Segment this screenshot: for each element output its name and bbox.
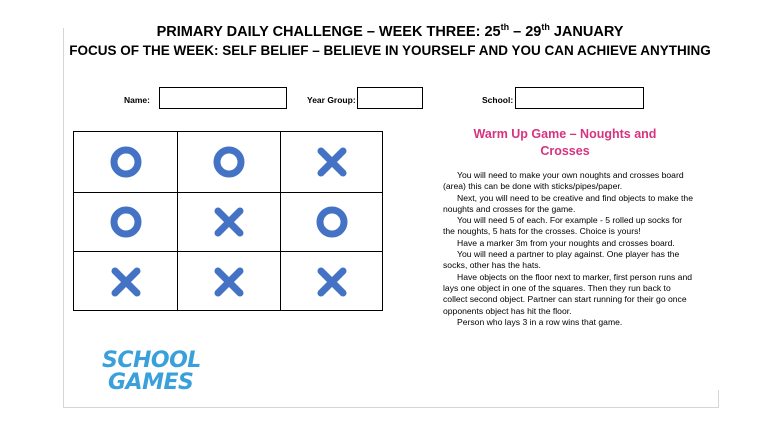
board-cell xyxy=(177,192,280,252)
nought-icon xyxy=(209,142,249,182)
game-title: Warm Up Game – Noughts and Crosses xyxy=(473,127,657,158)
cross-icon xyxy=(209,202,249,242)
school-label: School: xyxy=(482,95,514,105)
board-cell xyxy=(177,132,280,192)
year-group-field[interactable] xyxy=(357,87,423,109)
title-sup-1: th xyxy=(500,22,510,32)
title-text-mid: – 29 xyxy=(509,23,542,40)
page-border-right xyxy=(718,390,719,408)
cross-icon xyxy=(312,142,352,182)
board-cell xyxy=(280,192,383,252)
cross-icon xyxy=(312,262,352,302)
focus-of-week: FOCUS OF THE WEEK: SELF BELIEF – BELIEVE IN YOURSELF AND YOU CAN ACHIEVE ANYTHING xyxy=(69,43,711,58)
board-cell xyxy=(280,252,383,312)
instruction-paragraph: You will need 5 of each. For example - 5 rolled up socks for the noughts, 5 hats for the crosses. Choice is yours! xyxy=(443,215,683,237)
title-text-end: JANUARY xyxy=(549,23,624,40)
nought-icon xyxy=(106,142,146,182)
school-field[interactable] xyxy=(515,87,644,109)
board-cell xyxy=(74,132,177,192)
game-instructions xyxy=(443,170,693,328)
board-cell xyxy=(177,252,280,312)
board-cell xyxy=(280,132,383,192)
instruction-paragraph: Next, you will need to be creative and find objects to make the noughts and crosses for the game. xyxy=(443,192,693,214)
instruction-paragraph: Person who lays 3 in a row wins that game. xyxy=(457,316,623,327)
instruction-paragraph: You will need to make your own noughts and crosses board (area) this can be done with sticks/pipes/paper. xyxy=(443,170,684,192)
nought-icon xyxy=(312,202,352,242)
instruction-paragraph: Have objects on the floor next to marker, first person runs and lays one object in one of the squares. Then they run back to collect second object. Partner can start running for their go once opponents object has hit the floor. xyxy=(443,271,693,316)
cross-icon xyxy=(209,262,249,302)
name-label: Name: xyxy=(124,95,150,105)
page-border-left xyxy=(63,28,64,408)
logo-line-games: GAMES xyxy=(108,370,194,395)
nought-icon xyxy=(106,202,146,242)
page-border-bottom xyxy=(63,407,719,408)
page-title xyxy=(0,22,780,40)
name-field[interactable] xyxy=(159,87,287,109)
year-group-label: Year Group: xyxy=(307,95,356,105)
instruction-paragraph: You will need a partner to play against. One player has the socks, other has the hats. xyxy=(443,249,680,271)
instruction-paragraph: Have a marker 3m from your noughts and crosses board. xyxy=(457,237,675,248)
logo-line-school: SCHOOL xyxy=(102,348,201,373)
cross-icon xyxy=(106,262,146,302)
board-cell xyxy=(74,252,177,312)
title-sup-2: th xyxy=(541,22,550,32)
noughts-crosses-board xyxy=(73,131,383,311)
school-games-logo xyxy=(102,350,220,402)
title-text-start: PRIMARY DAILY CHALLENGE – WEEK THREE: 25 xyxy=(156,23,501,40)
board-cell xyxy=(74,192,177,252)
